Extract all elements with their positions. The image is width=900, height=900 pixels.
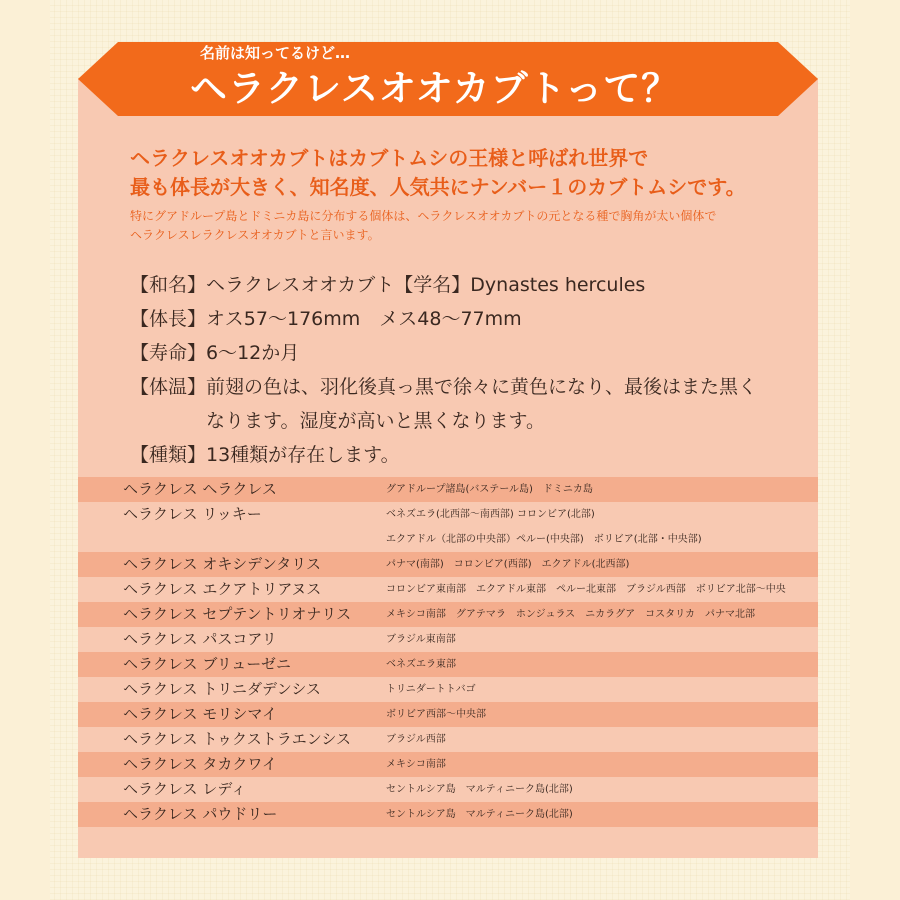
species-name: ヘラクレス ブリューゼニ: [123, 655, 291, 673]
spec-key: 【寿命】: [130, 342, 207, 364]
table-row: [78, 727, 818, 752]
banner-title: ヘラクレスオオカブトって？: [190, 67, 680, 110]
spec-list: [130, 268, 810, 472]
species-name: ヘラクレス レディ: [123, 780, 247, 798]
species-distribution: ベネズエラ東部: [386, 659, 456, 670]
table-row: [78, 602, 818, 627]
species-distribution: グアドループ諸島(バステール島) ドミニカ島: [386, 484, 593, 495]
species-name: ヘラクレス リッキー: [123, 505, 262, 523]
spec-row: [130, 336, 810, 370]
right-margin: [850, 0, 900, 900]
table-row: [78, 802, 818, 827]
banner-subtitle: 名前は知ってるけど…: [200, 44, 351, 62]
table-row: [78, 677, 818, 702]
spec-key: 【和名】: [130, 274, 207, 296]
spec-value: 6〜12か月: [206, 342, 300, 364]
spec-value: オス57〜176mm メス48〜77mm: [206, 308, 522, 330]
note-text: [130, 207, 820, 245]
table-row: [78, 752, 818, 777]
table-row: [78, 477, 818, 502]
species-distribution: コロンビア東南部 エクアドル東部 ペルー北東部 ブラジル西部 ボリビア北部〜中央: [386, 584, 786, 595]
species-name: ヘラクレス モリシマイ: [123, 705, 278, 723]
spec-key: 【種類】: [130, 444, 207, 466]
lead-text: [130, 144, 810, 202]
species-name: ヘラクレス オキシデンタリス: [123, 555, 321, 573]
species-name: ヘラクレス エクアトリアヌス: [123, 580, 322, 598]
species-distribution: エクアドル（北部の中央部）ペルー(中央部) ボリビア(北部・中央部): [386, 534, 702, 545]
spec-row: [130, 370, 810, 404]
spec-row: [130, 268, 810, 302]
lead-line: 最も体長が大きく、知名度、人気共にナンバー１のカブトムシです。: [130, 175, 746, 199]
species-distribution: セントルシア島 マルティニーク島(北部): [386, 809, 573, 820]
spec-value: 前翅の色は、羽化後真っ黒で徐々に黄色になり、最後はまた黒く: [206, 376, 758, 398]
species-name: ヘラクレス タカクワイ: [123, 755, 277, 773]
spec-row: [130, 302, 810, 336]
spec-key: [130, 404, 206, 438]
lead-line: ヘラクレスオオカブトはカブトムシの王様と呼ばれ世界で: [130, 146, 649, 170]
title-banner: [78, 36, 818, 122]
spec-value: なります。湿度が高いと黒くなります。: [206, 410, 545, 432]
species-distribution: ボリビア西部〜中央部: [386, 709, 486, 720]
species-distribution: ベネズエラ(北西部〜南西部) コロンビア(北部): [386, 509, 595, 520]
note-line: ヘラクレスレラクレスオオカブトと言います。: [130, 228, 380, 242]
spec-key: 【体長】: [130, 308, 207, 330]
species-name: [78, 527, 386, 552]
species-distribution: トリニダートトバゴ: [386, 684, 476, 695]
species-distribution: ブラジル西部: [386, 734, 446, 745]
species-distribution: ブラジル東南部: [386, 634, 456, 645]
left-margin: [0, 0, 50, 900]
species-name: ヘラクレス パウドリー: [123, 805, 278, 823]
species-distribution: メキシコ南部: [386, 759, 446, 770]
species-name: ヘラクレス セプテントリオナリス: [123, 605, 352, 623]
species-name: ヘラクレス パスコアリ: [123, 630, 277, 648]
spec-value: 13種類が存在します。: [206, 444, 400, 466]
species-name: ヘラクレス トゥクストラエンシス: [123, 730, 351, 748]
table-row: [78, 777, 818, 802]
table-row: [78, 577, 818, 602]
species-name: ヘラクレス トリニダデンシス: [123, 680, 321, 698]
note-line: 特にグアドループ島とドミニカ島に分布する個体は、ヘラクレスオオカブトの元となる種で胸角が太い個体で: [130, 209, 717, 223]
table-row: [78, 627, 818, 652]
table-row: [78, 552, 818, 577]
species-distribution: セントルシア島 マルティニーク島(北部): [386, 784, 573, 795]
species-distribution: メキシコ南部 グアテマラ ホンジュラス ニカラグア コスタリカ パナマ北部: [386, 609, 756, 620]
spec-row: [130, 404, 810, 438]
table-row: [78, 502, 818, 527]
table-row: [78, 527, 818, 552]
species-name: ヘラクレス ヘラクレス: [123, 480, 277, 498]
table-row: [78, 702, 818, 727]
species-distribution: パナマ(南部) コロンビア(西部) エクアドル(北西部): [386, 559, 630, 570]
spec-key: 【体温】: [130, 376, 207, 398]
table-row: [78, 652, 818, 677]
spec-value: ヘラクレスオオカブト【学名】Dynastes hercules: [206, 274, 646, 296]
species-table: [78, 477, 818, 827]
spec-row: [130, 438, 810, 472]
